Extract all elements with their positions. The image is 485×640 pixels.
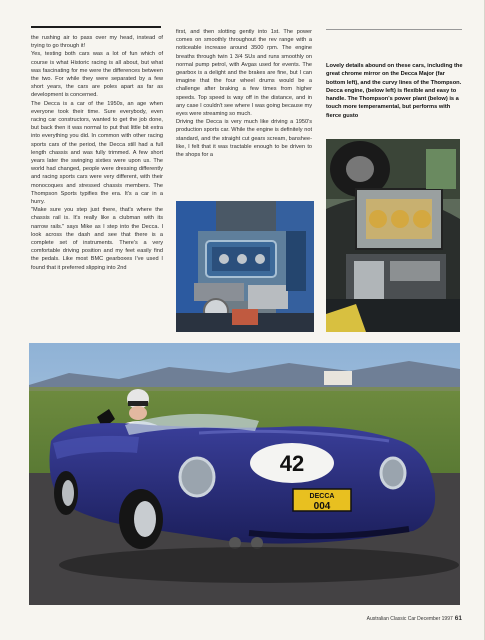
caption-rule [326, 29, 462, 30]
paragraph: first, and then slotting gently into 1st. The power comes on smoothly throughout the rev range with a noticeable increase around 3500 rpm. The engine breaths through twin 1 3/4 SUs and runs smoothly on normal pump petrol, with Avgas used for events. The gearbox is a delight and the brakes are fine, but I can imagine that the four wheel drums would be a challenge after braking a few times from higher speeds. Top speed is way off in the distance, and in any case I couldn't see where I was going because my eyes were streaming so much. [176, 29, 312, 118]
page-footer [332, 615, 462, 622]
decca-engine-photo [176, 201, 314, 332]
paragraph: Yes, testing both cars was a lot of fun which of course is what Historic racing is all about, but what was fascinating for me were the differences between the two. For while they were separated by a few short years, the cars are poles apart as far as development is concerned. [31, 51, 163, 99]
paragraph: the rushing air to pass over my head, instead of trying to go through it! [31, 35, 163, 50]
plate-line-2: 004 [313, 501, 331, 512]
plate-line-1: DECCA [309, 493, 335, 500]
article-column-1 [31, 34, 163, 272]
decca-car-photo [29, 343, 460, 605]
race-number: 42 [279, 451, 305, 476]
thompson-engine-photo [326, 139, 460, 332]
column-rule [31, 26, 161, 28]
publication-name: Australian Classic Car December 1997 [366, 616, 453, 622]
page-number: 61 [454, 615, 462, 622]
article-column-2 [176, 28, 312, 159]
paragraph: Driving the Decca is very much like driving a 1950's production sports car. While the engine is definitely not standard, and the straight cut gears scream, banshee-like, I felt that it was tractable enough to be driven to the shops for a [176, 119, 312, 159]
photo-caption: Lovely details abound on these cars, including the great chrome mirror on the Decca Major (far bottom left), and the curvy lines of the Thompson. Decca engine, (below left) is flexible and easy to handle. The Thompson's power plant (below) is a touch more temperamental, but performs with fierce gusto [326, 63, 463, 119]
paragraph: "Make sure you step just there, that's where the chassis rail is. It's really like a clubman with its narrow rails." says Mike as I step into the Decca. I look across the dash and see that there is a complete set of instruments. There's a very comfortable driving position and my feet easily find the pedals. Like most BMC gearboxes I've used I found that it preferred slipping into 2nd [31, 207, 163, 271]
paragraph: The Decca is a car of the 1950s, an age when everyone took their time. Sure everybody, even racing car constructors, wanted to get the job done, but back then it was normal to put that little bit extra into everything you did. In common with other racing sports cars of the period, the Decca still had a full length chassis and was fully trimmed. A few short years later the swinging sixties were upon us. The world had changed, people were dressing differently and racing sports cars were very different, with their monocoques and stressed chassis members. The Thompson Sports typifies the era. It's a car in a hurry. [31, 100, 163, 206]
